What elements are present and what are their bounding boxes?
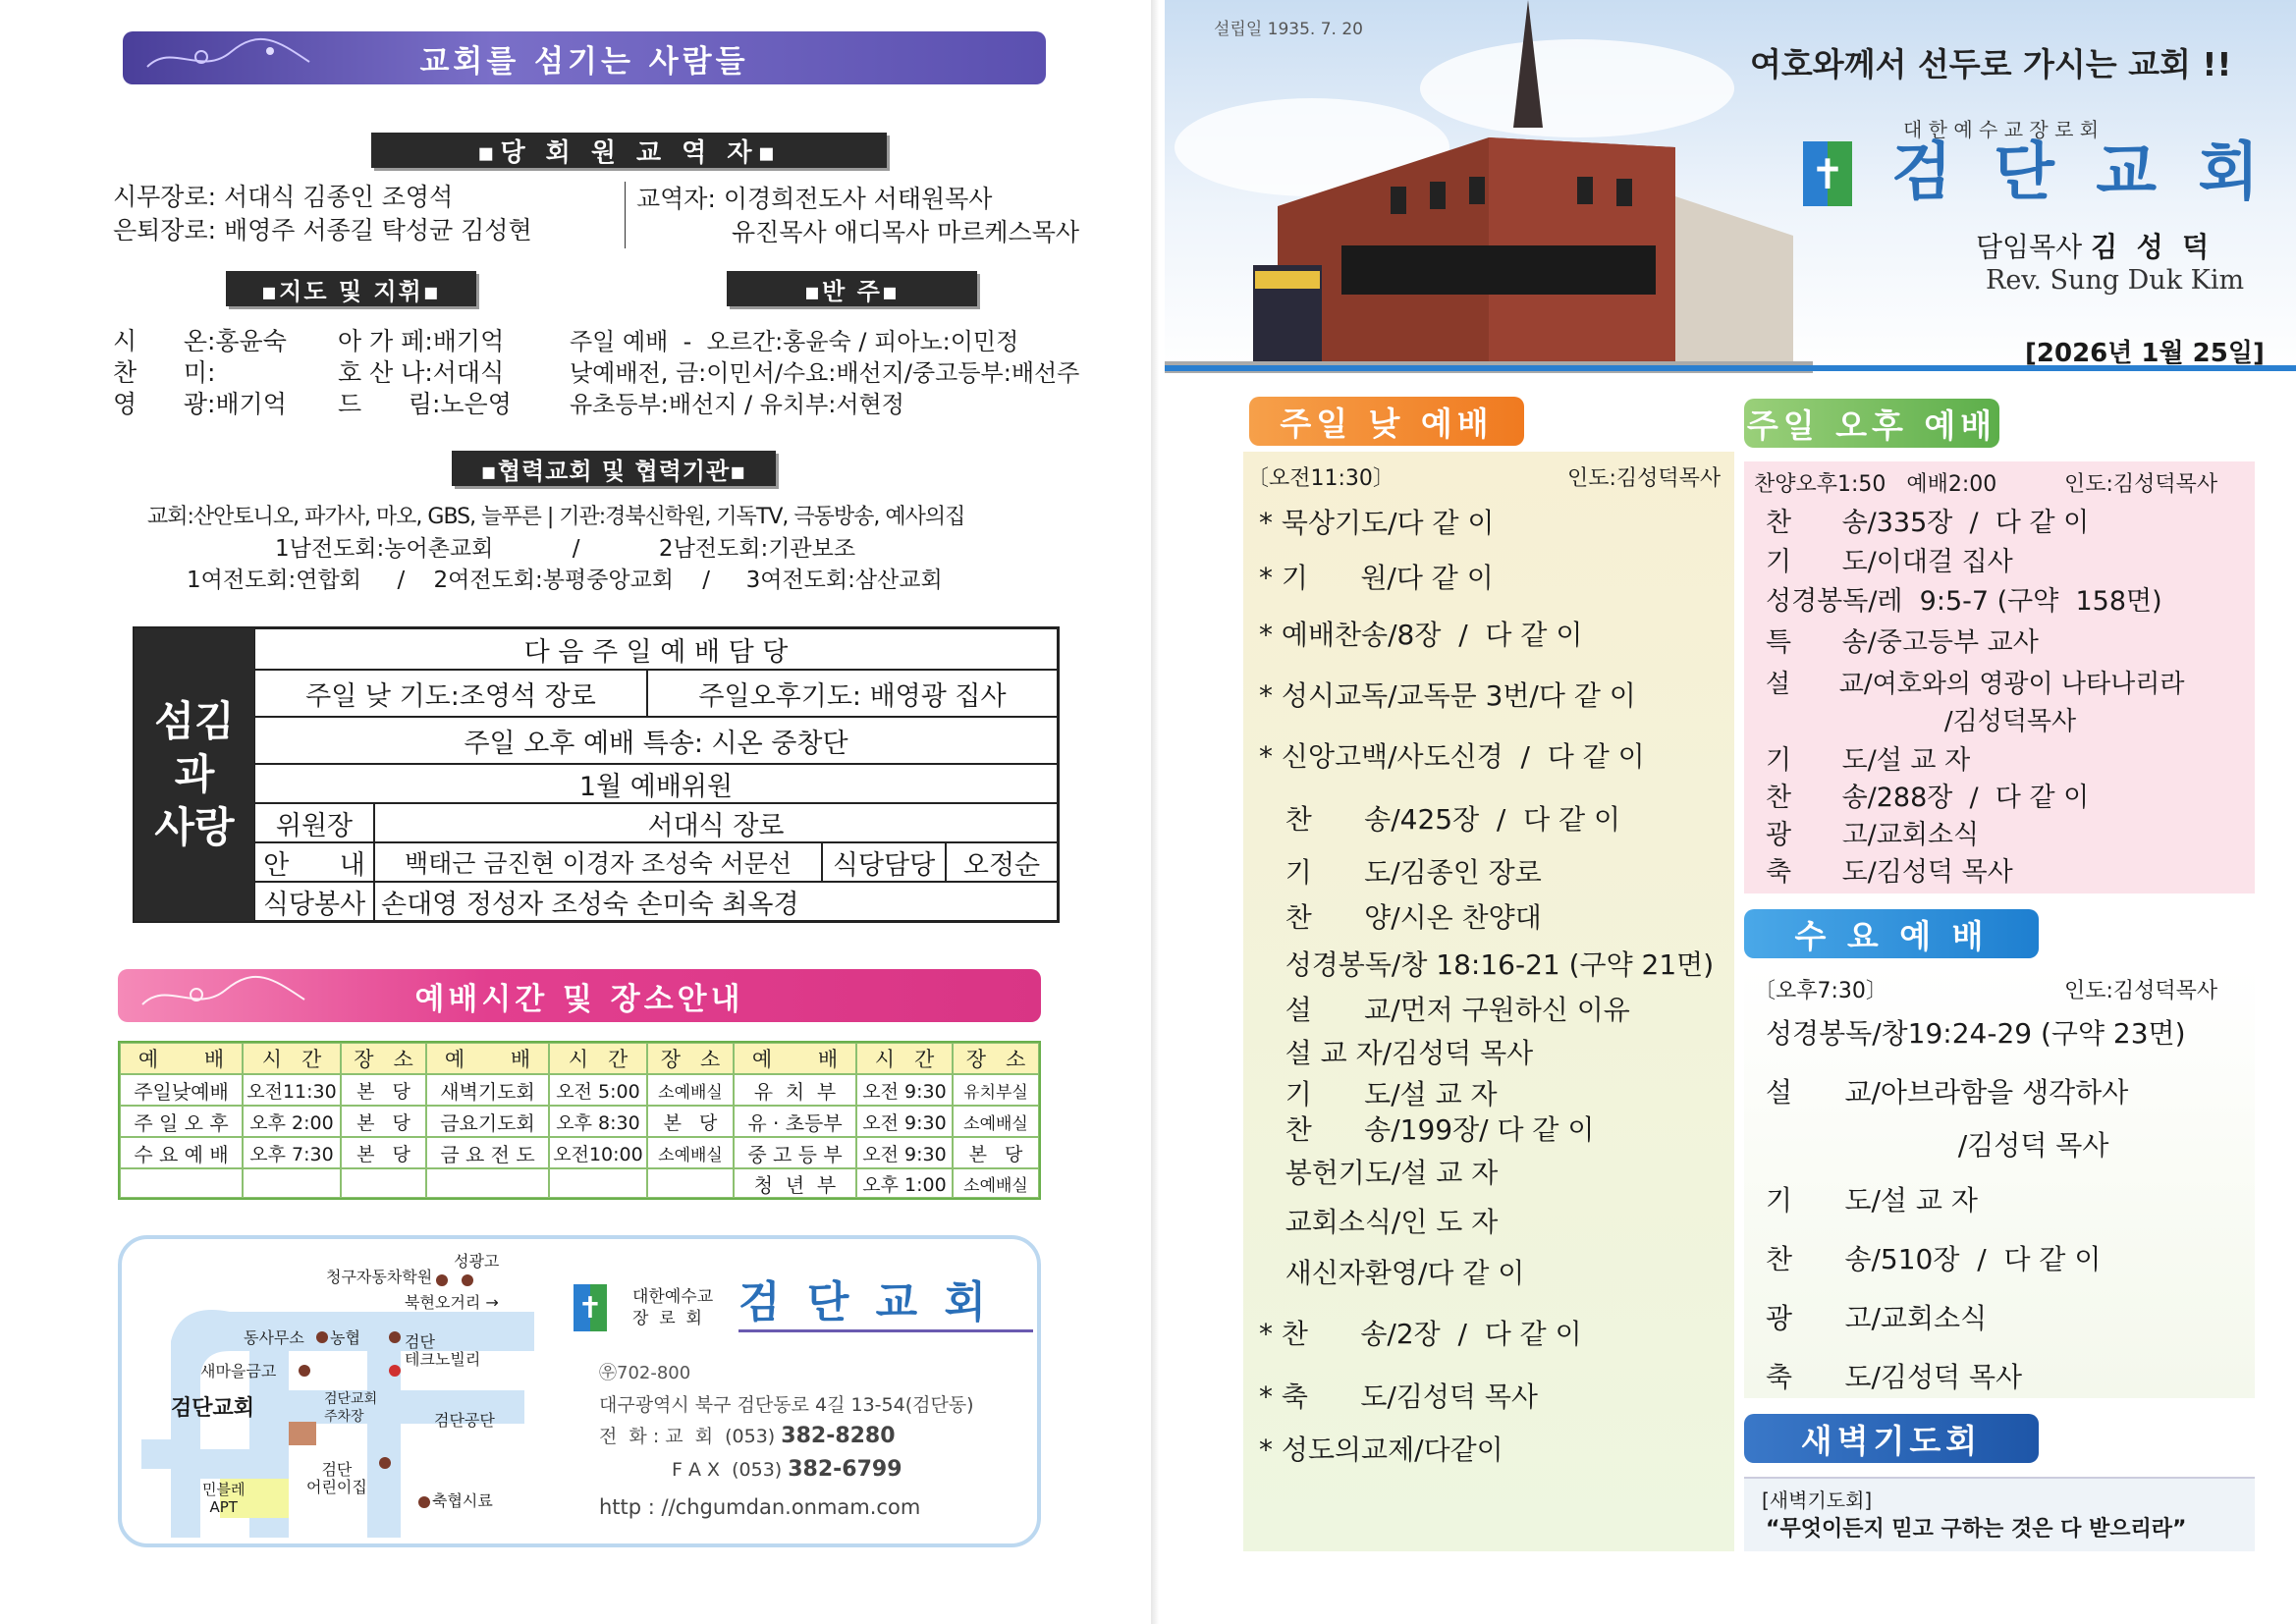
leader-line-1: 시 온:홍윤숙 <box>113 327 287 355</box>
map-phone: 전 화 : 교 회 (053) 382-8280 <box>599 1424 896 1448</box>
table-row: 금요기도회 <box>426 1106 549 1137</box>
list-item: 새신자환영/다 같 이 <box>1259 1257 1525 1289</box>
map-label: 성광고 <box>454 1252 500 1271</box>
sched-header-service: 예 배 <box>120 1043 243 1074</box>
map-label: 검단교회 주차장 <box>324 1391 378 1425</box>
sunday-afternoon-time: 찬양오후1:50 예배2:00 <box>1754 472 1997 497</box>
list-item: 기 도/김종인 장로 <box>1259 856 1542 889</box>
church-name: 검 단 교 회 <box>1891 136 2269 209</box>
table-row <box>341 1168 426 1198</box>
church-map-box <box>118 1235 1041 1547</box>
list-item: * 성시교독/교독문 3번/다 같 이 <box>1259 679 1636 712</box>
table-row: 수 요 예 배 <box>120 1137 243 1168</box>
map-label: 농협 <box>330 1328 360 1347</box>
table-row: 유 · 초등부 <box>734 1106 856 1137</box>
partners-header: ▪협력교회 및 협력기관▪ <box>452 451 776 486</box>
next-duty-header: 다 음 주 일 예 배 담 당 <box>254 628 1058 670</box>
church-motto: 여호와께서 선두로 가시는 교회 !! <box>1750 45 2232 83</box>
dawn-prayer-title: 새벽기도회 <box>1744 1414 2039 1463</box>
marker-icon <box>436 1274 448 1286</box>
kitchen-name: 오정순 <box>946 842 1058 882</box>
table-row <box>426 1168 549 1198</box>
dawn-prayer-label: [새벽기도회] <box>1762 1489 1873 1512</box>
morning-prayer: 주일 낮 기도:조영석 장로 <box>254 670 647 717</box>
table-row: 본 당 <box>953 1137 1039 1168</box>
partners-line-3: 1여전도회:연합회 / 2여전도회:봉평중앙교회 / 3여전도회:삼산교회 <box>187 568 943 593</box>
table-row: 오후 1:00 <box>856 1168 953 1198</box>
leader2-line-1: 아 가 페:배기억 <box>338 327 505 355</box>
map-label: 청구자동차학원 <box>326 1268 433 1286</box>
table-row: 새벽기도회 <box>426 1074 549 1106</box>
chair-label: 위원장 <box>254 803 374 842</box>
list-item: /김성덕 목사 <box>1766 1129 2109 1162</box>
marker-icon <box>462 1274 473 1286</box>
table-row: 주일낮예배 <box>120 1074 243 1106</box>
list-item: 성경봉독/레 9:5-7 (구약 158면) <box>1766 586 2162 617</box>
usher-names: 백태근 금진현 이경자 조성숙 서문선 <box>374 842 822 882</box>
dawn-prayer-verse: “무엇이든지 믿고 구하는 것은 다 받으리라” <box>1766 1517 2187 1542</box>
council-line-1: 시무장로: 서대식 김종인 조영석 <box>113 183 454 211</box>
church-logo-icon: ✝ <box>1803 141 1852 206</box>
table-row: 청 년 부 <box>734 1168 856 1198</box>
table-row: 본 당 <box>341 1137 426 1168</box>
partners-line-2: 1남전도회:농어촌교회 / 2남전도회:기관보조 <box>275 536 856 562</box>
church-logo-icon: ✝ <box>574 1284 607 1331</box>
list-item: * 찬 송/2장 / 다 같 이 <box>1259 1318 1582 1350</box>
table-row: 오전 9:30 <box>856 1106 953 1137</box>
wednesday-title: 수 요 예 배 <box>1744 909 2039 958</box>
table-row: 오전10:00 <box>549 1137 647 1168</box>
list-item: 찬 송/335장 / 다 같 이 <box>1766 508 2090 538</box>
list-item: * 신앙고백/사도신경 / 다 같 이 <box>1259 740 1645 773</box>
list-item: 찬 송/425장 / 다 같 이 <box>1259 803 1621 836</box>
table-row: 오후 8:30 <box>549 1106 647 1137</box>
map-url[interactable]: http : //chgumdan.onmam.com <box>599 1495 921 1519</box>
list-item: * 예배찬송/8장 / 다 같 이 <box>1259 619 1583 651</box>
table-row: 오전 5:00 <box>549 1074 647 1106</box>
list-item: 교회소식/인 도 자 <box>1259 1206 1499 1238</box>
sched-header-place: 장 소 <box>341 1043 426 1074</box>
marker-icon <box>418 1496 430 1508</box>
kitchen-label: 식당담당 <box>822 842 946 882</box>
list-item: 성경봉독/창19:24-29 (구약 23면) <box>1766 1017 2186 1050</box>
sched-header-time: 시 간 <box>856 1043 953 1074</box>
accomp-line-2: 낮예배전, 금:이민서/수요:배선지/중고등부:배선주 <box>570 359 1080 387</box>
month-committee: 1월 예배위원 <box>254 764 1058 803</box>
usher-label: 안 내 <box>254 842 374 882</box>
table-row <box>549 1168 647 1198</box>
table-row: 오전 9:30 <box>856 1074 953 1106</box>
map-label: 민블레 APT <box>202 1481 246 1516</box>
list-item: * 묵상기도/다 같 이 <box>1259 507 1495 539</box>
list-item: 기 도/설 교 자 <box>1259 1078 1498 1110</box>
table-row: 본 당 <box>341 1074 426 1106</box>
list-item: * 성도의교제/다같이 <box>1259 1434 1503 1466</box>
sched-header-time: 시 간 <box>243 1043 341 1074</box>
sched-header-time: 시 간 <box>549 1043 647 1074</box>
sunday-afternoon-leader: 인도:김성덕목사 <box>2064 472 2218 497</box>
sched-header-service: 예 배 <box>426 1043 549 1074</box>
table-row: 소예배실 <box>647 1074 734 1106</box>
accomp-line-3: 유초등부:배선지 / 유치부:서현정 <box>570 391 904 418</box>
leader-line-3: 영 광:배기억 <box>113 390 287 418</box>
table-row: 본 당 <box>647 1106 734 1137</box>
leader-line-2: 찬 미: <box>113 358 216 387</box>
partners-line-1: 교회:산안토니오, 파가사, 마오, GBS, 늘푸른 | 기관:경북신학원, 기독TV, 극동방송, 예사의집 <box>147 505 965 529</box>
pastor-line: 담임목사 김 성 덕 <box>1976 231 2210 263</box>
marker-icon <box>389 1365 401 1377</box>
map-label: 검단공단 <box>434 1411 495 1430</box>
sunday-afternoon-title: 주일 오후 예배 <box>1744 399 1999 448</box>
schedule-banner-title: 예배시간 및 장소안내 <box>414 981 744 1017</box>
swirl-ornament-icon <box>137 975 334 1016</box>
list-item: * 기 원/다 같 이 <box>1259 562 1494 594</box>
table-row: 금 요 전 도 <box>426 1137 549 1168</box>
council-line-2: 은퇴장로: 배영주 서종길 탁성균 김성현 <box>113 216 532 244</box>
table-row <box>647 1168 734 1198</box>
pastor-english: Rev. Sung Duk Kim <box>1986 265 2245 296</box>
table-row: 소예배실 <box>647 1137 734 1168</box>
map-label: 동사무소 <box>244 1328 304 1347</box>
church-building-photo <box>1165 0 1813 373</box>
marker-icon <box>299 1365 310 1377</box>
list-item: 봉헌기도/설 교 자 <box>1259 1157 1499 1189</box>
servants-banner-title: 교회를 섬기는 사람들 <box>419 43 749 80</box>
special-song: 주일 오후 예배 특송: 시온 중창단 <box>254 717 1058 764</box>
list-item: 광 고/교회소식 <box>1766 820 1980 850</box>
map-denomination: 대한예수교 장 로 회 <box>632 1287 714 1328</box>
table-row: 오후 7:30 <box>243 1137 341 1168</box>
table-row <box>120 1168 243 1198</box>
sunday-morning-title: 주일 낮 예배 <box>1249 397 1524 446</box>
list-item: 설 교/아브라함을 생각하사 <box>1766 1076 2129 1109</box>
chair-name: 서대식 장로 <box>374 803 1058 842</box>
list-item: 찬 송/510장 / 다 같 이 <box>1766 1243 2102 1275</box>
list-item: 성경봉독/창 18:16-21 (구약 21면) <box>1259 948 1715 981</box>
list-item: 기 도/이대걸 집사 <box>1766 547 2013 577</box>
bulletin-date: [2026년 1월 25일] <box>2025 339 2265 368</box>
list-item: 특 송/중고등부 교사 <box>1766 627 2039 658</box>
sched-header-place: 장 소 <box>953 1043 1039 1074</box>
service-schedule-table <box>118 1041 1041 1200</box>
map-label: 축협시료 <box>432 1491 493 1510</box>
table-row: 소예배실 <box>953 1168 1039 1198</box>
list-item: 기 도/설 교 자 <box>1766 1184 1978 1217</box>
denomination: 대 한 예 수 교 장 로 회 <box>1903 118 2100 141</box>
table-row: 유 치 부 <box>734 1074 856 1106</box>
marker-icon <box>316 1331 328 1343</box>
sched-header-place: 장 소 <box>647 1043 734 1074</box>
map-label: 검단교회 <box>171 1396 255 1421</box>
map-label: 북현오거리 → <box>405 1293 499 1312</box>
servants-banner <box>123 31 1046 84</box>
list-item: 찬 양/시온 찬양대 <box>1259 901 1542 934</box>
list-item: 설 교/먼저 구원하신 이유 <box>1259 994 1630 1026</box>
marker-icon <box>389 1331 401 1343</box>
list-item: /김성덕목사 <box>1766 707 2077 736</box>
list-item: 찬 송/199장/ 다 같 이 <box>1259 1113 1595 1146</box>
list-item: 설 교 자/김성덕 목사 <box>1259 1037 1534 1069</box>
map-label: 검단 테크노빌리 <box>405 1332 481 1369</box>
list-item: * 축 도/김성덕 목사 <box>1259 1380 1538 1413</box>
ministers-line-1: 교역자: 이경희전도사 서태원목사 <box>636 185 993 213</box>
sched-header-service: 예 배 <box>734 1043 856 1074</box>
accomp-line-1: 주일 예배 - 오르간:홍윤숙 / 피아노:이민정 <box>570 328 1019 355</box>
table-row: 오전11:30 <box>243 1074 341 1106</box>
list-item: 기 도/설 교 자 <box>1766 745 1971 776</box>
sunday-morning-leader: 인도:김성덕목사 <box>1567 466 1722 491</box>
map-postal: ㉾702-800 <box>599 1363 691 1383</box>
next-week-duty-table <box>133 626 1060 923</box>
wednesday-leader: 인도:김성덕목사 <box>2064 979 2218 1003</box>
map-church-name: 검 단 교 회 <box>738 1277 992 1327</box>
table-row: 오전 9:30 <box>856 1137 953 1168</box>
council-header: ▪당 회 원 교 역 자▪ <box>371 133 887 168</box>
table-row <box>243 1168 341 1198</box>
serve-side-label: 섬김 과 사랑 <box>135 628 254 921</box>
kitchen-serve-label: 식당봉사 <box>254 882 374 921</box>
afternoon-prayer: 주일오후기도: 배영광 집사 <box>647 670 1058 717</box>
list-item: 광 고/교회소식 <box>1766 1302 1988 1334</box>
table-row: 중 고 등 부 <box>734 1137 856 1168</box>
map-label: 검단 어린이집 <box>306 1460 367 1496</box>
leader2-line-2: 호 산 나:서대식 <box>338 358 505 387</box>
sunday-morning-time: 〔오전11:30〕 <box>1247 466 1394 491</box>
leaders-header: ▪지도 및 지휘▪ <box>226 271 476 306</box>
list-item: 축 도/김성덕 목사 <box>1766 1361 2023 1393</box>
table-row: 유치부실 <box>953 1074 1039 1106</box>
list-item: 축 도/김성덕 목사 <box>1766 857 2013 888</box>
table-row: 주 일 오 후 <box>120 1106 243 1137</box>
table-row: 본 당 <box>341 1106 426 1137</box>
list-item: 설 교/여호와의 영광이 나타나리라 <box>1766 670 2185 699</box>
map-address: 대구광역시 북구 검단동로 4길 13-54(검단동) <box>599 1394 974 1416</box>
kitchen-serve-names: 손대영 정성자 조성숙 손미숙 최옥경 <box>374 882 1058 921</box>
founded-date: 설립일 1935. 7. 20 <box>1214 20 1363 39</box>
divider <box>625 182 626 248</box>
table-row: 소예배실 <box>953 1106 1039 1137</box>
swirl-ornament-icon <box>142 37 339 79</box>
accompanist-header: ▪반 주▪ <box>727 271 977 306</box>
marker-icon <box>379 1457 391 1469</box>
map-label: 새마을금고 <box>200 1362 277 1380</box>
table-row: 오후 2:00 <box>243 1106 341 1137</box>
right-page <box>1165 0 2296 1624</box>
leader2-line-3: 드 림:노은영 <box>338 390 512 418</box>
wednesday-time: 〔오후7:30〕 <box>1754 979 1887 1003</box>
page-fold <box>1151 0 1165 1624</box>
ministers-line-2: 유진목사 애디목사 마르케스목사 <box>732 218 1079 246</box>
map-fax: F A X (053) 382-6799 <box>672 1457 902 1482</box>
divider <box>738 1329 1033 1332</box>
list-item: 찬 송/288장 / 다 같 이 <box>1766 783 2090 813</box>
schedule-banner <box>118 969 1041 1022</box>
